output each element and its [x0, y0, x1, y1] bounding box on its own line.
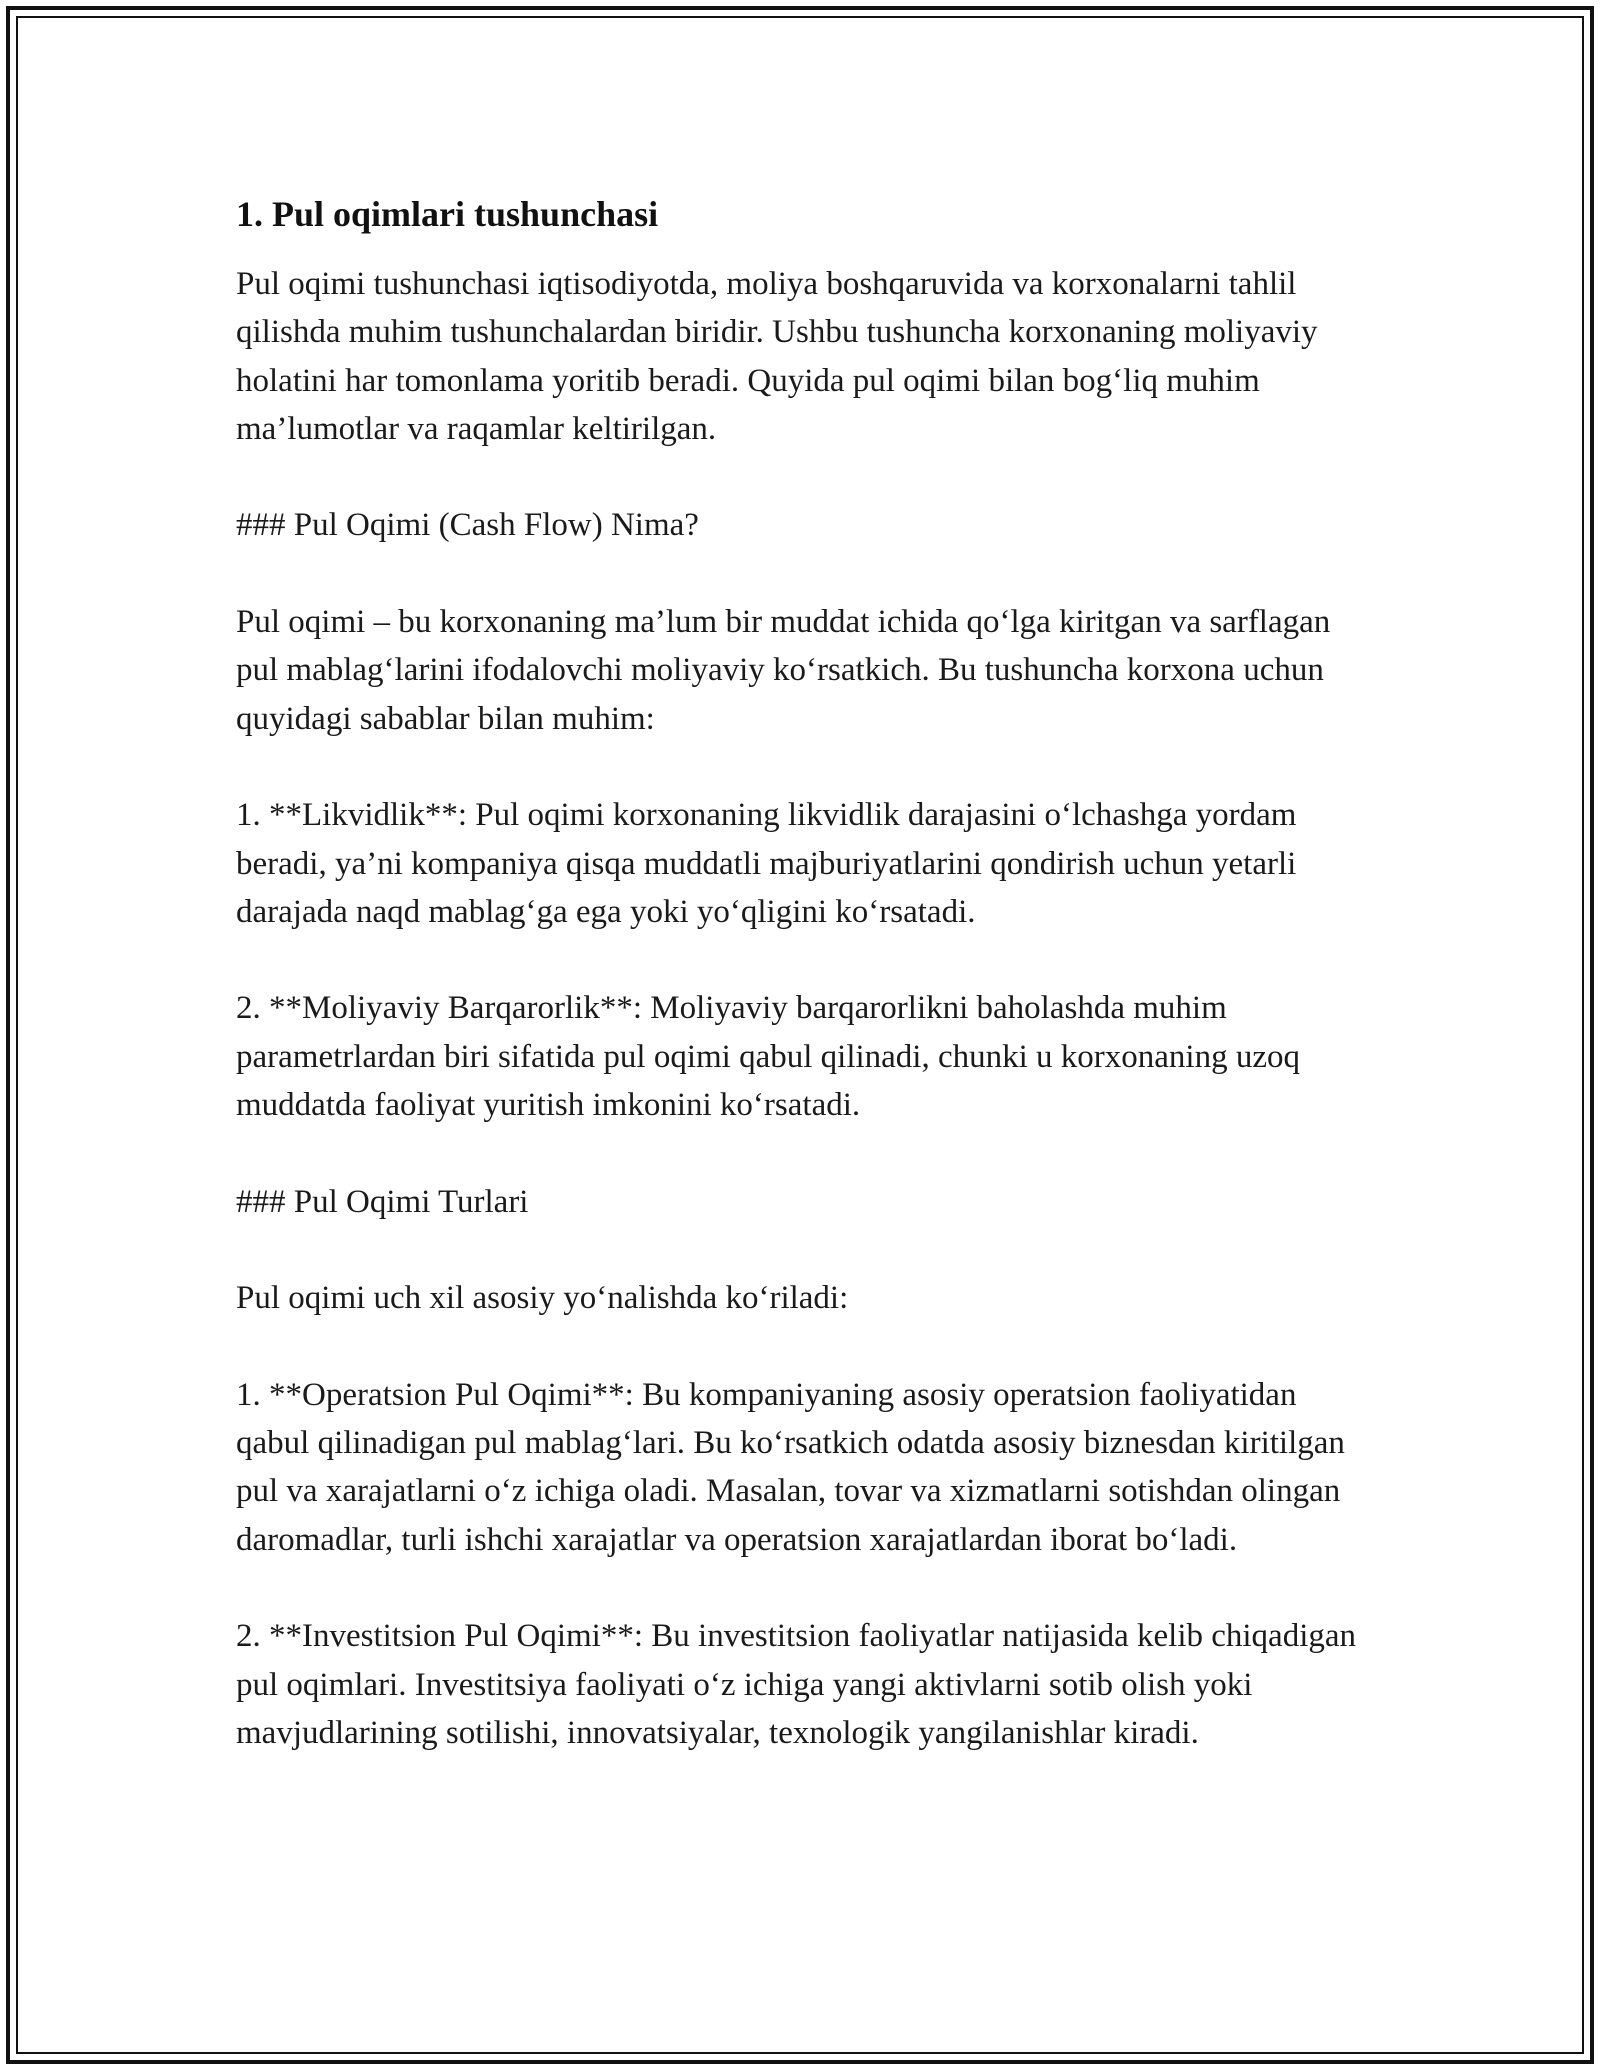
section-heading-cash-flow: ### Pul Oqimi (Cash Flow) Nima? — [236, 507, 699, 544]
paragraph-types-intro: Pul oqimi uch xil asosiy yo‘nalishda ko‘riladi: — [236, 1280, 849, 1317]
list-item-operating: 1. **Operatsion Pul Oqimi**: Bu kompaniyaning asosiy operatsion faoliyatidan qabul qilinadigan pul mablag‘lari. Bu ko‘rsatkich odatda asosiy biznesdan kiritilgan pul va xarajatlarni o‘z ichiga oladi. Masalan, tovar va xizmatlarni sotishdan olingan daromadlar, turli ishchi xarajatlar va operatsion xarajatlardan iborat bo‘ladi. — [236, 1376, 1345, 1558]
list-item-liquidity: 1. **Likvidlik**: Pul oqimi korxonaning likvidlik darajasini o‘lchashga yordam beradi, ya’ni kompaniya qisqa muddatli majburiyatlarini qondirish uchun yetarli darajada naqd mablag‘ga ega yoki yo‘qligini ko‘rsatadi. — [236, 797, 1297, 930]
section-heading-types: ### Pul Oqimi Turlari — [236, 1183, 529, 1220]
document-body — [236, 190, 1376, 1757]
page-title: 1. Pul oqimlari tushunchasi — [236, 194, 659, 234]
paragraph-definition: Pul oqimi – bu korxonaning ma’lum bir muddat ichida qo‘lga kiritgan va sarflagan pul mablag‘larini ifodalovchi moliyaviy ko‘rsatkich. Bu tushuncha korxona uchun quyidagi sabablar bilan muhim: — [236, 604, 1331, 737]
list-item-investing: 2. **Investitsion Pul Oqimi**: Bu investitsion faoliyatlar natijasida kelib chiqadigan pul oqimlari. Investitsiya faoliyati o‘z ichiga yangi aktivlarni sotib olish yoki mavjudlarining sotilishi, innovatsiyalar, texnologik yangilanishlar kiradi. — [236, 1618, 1357, 1751]
list-item-stability: 2. **Moliyaviy Barqarorlik**: Moliyaviy barqarorlikni baholashda muhim parametrlardan biri sifatida pul oqimi qabul qilinadi, chunki u korxonaning uzoq muddatda faoliyat yuritish imkonini ko‘rsatadi. — [236, 990, 1300, 1124]
paragraph-intro: Pul oqimi tushunchasi iqtisodiyotda, moliya boshqaruvida va korxonalarni tahlil qilishda muhim tushunchalardan biridir. Ushbu tushuncha korxonaning moliyaviy holatini har tomonlama yoritib beradi. Quyida pul oqimi bilan bog‘liq muhim ma’lumotlar va raqamlar keltirilgan. — [236, 266, 1318, 447]
